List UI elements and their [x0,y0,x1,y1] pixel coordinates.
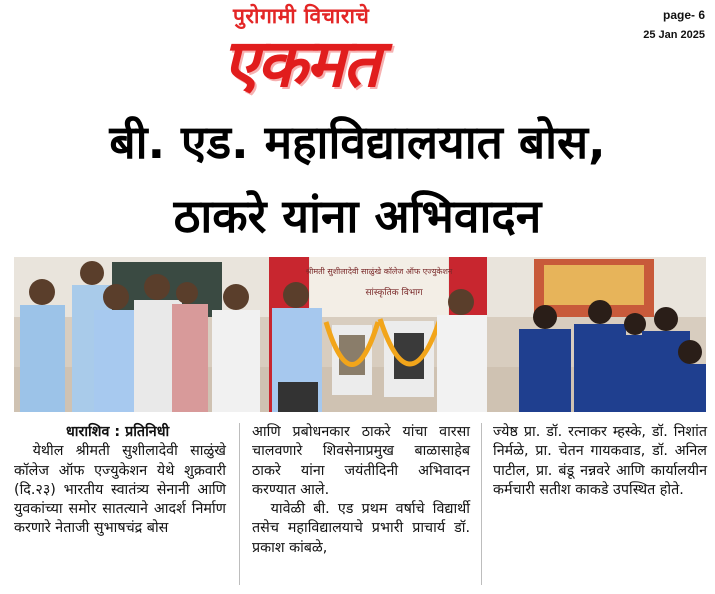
banner-text: श्रीमती सुशीलादेवी साळुंखे कॉलेज ऑफ एज्युकेशन [305,267,453,276]
article-column-1 [14,423,226,588]
event-photo [14,257,706,412]
page-number: page- 6 [662,8,705,22]
banner [310,257,448,317]
article-paragraph-4: ज्येष्ठ प्रा. डॉ. रत्नाकर म्हस्के, डॉ. निशांत निर्मळे, प्रा. चेतन गायकवाड, डॉ. अनिल पाटील, प्रा. बंडू नन्नवरे आणि कार्यालयीन कर्मचारी सतीश काकडे उपस्थित होते. [493,424,707,498]
article-dateline: धाराशिव : प्रतिनिधी [66,424,170,440]
article-paragraph-1: येथील श्रीमती सुशीलादेवी साळुंखे कॉलेज ऑफ एज्युकेशन येथे शुक्रवारी (दि.२३) भारतीय स्वातंत्र्य सेनानी आणि युवकांच्या समोर सातत्याने आदर्श निर्माण करणारे नेताजी सुभाषचंद्र बोस [14,443,226,537]
column-divider [481,423,482,585]
article-paragraph-2: आणि प्रबोधनकार ठाकरे यांचा वारसा चालवणारे शिवसेनाप्रमुख बाळासाहेब ठाकरे यांना जयंतीदिनी अभिवादन करण्यात आले. [252,424,470,498]
article-paragraph-3: यावेळी बी. एड प्रथम वर्षाचे विद्यार्थी तसेच महाविद्यालयाचे प्रभारी प्राचार्य डॉ. प्रकाश कांबळे, [252,501,470,556]
column-divider [239,423,240,585]
page-date: 25 Jan 2025 [643,29,705,41]
article-column-2 [252,423,470,588]
banner-subtext: सांस्कृतिक विभाग [365,288,423,298]
masthead-tagline: पुरोगामी विचाराचे [233,4,370,28]
masthead-logo: एकमत [222,24,379,102]
headline-line-2: ठाकरे यांना अभिवादन [173,189,542,243]
headline-line-1: बी. एड. महाविद्यालयात बोस, [109,115,606,169]
article-column-3 [493,423,707,588]
